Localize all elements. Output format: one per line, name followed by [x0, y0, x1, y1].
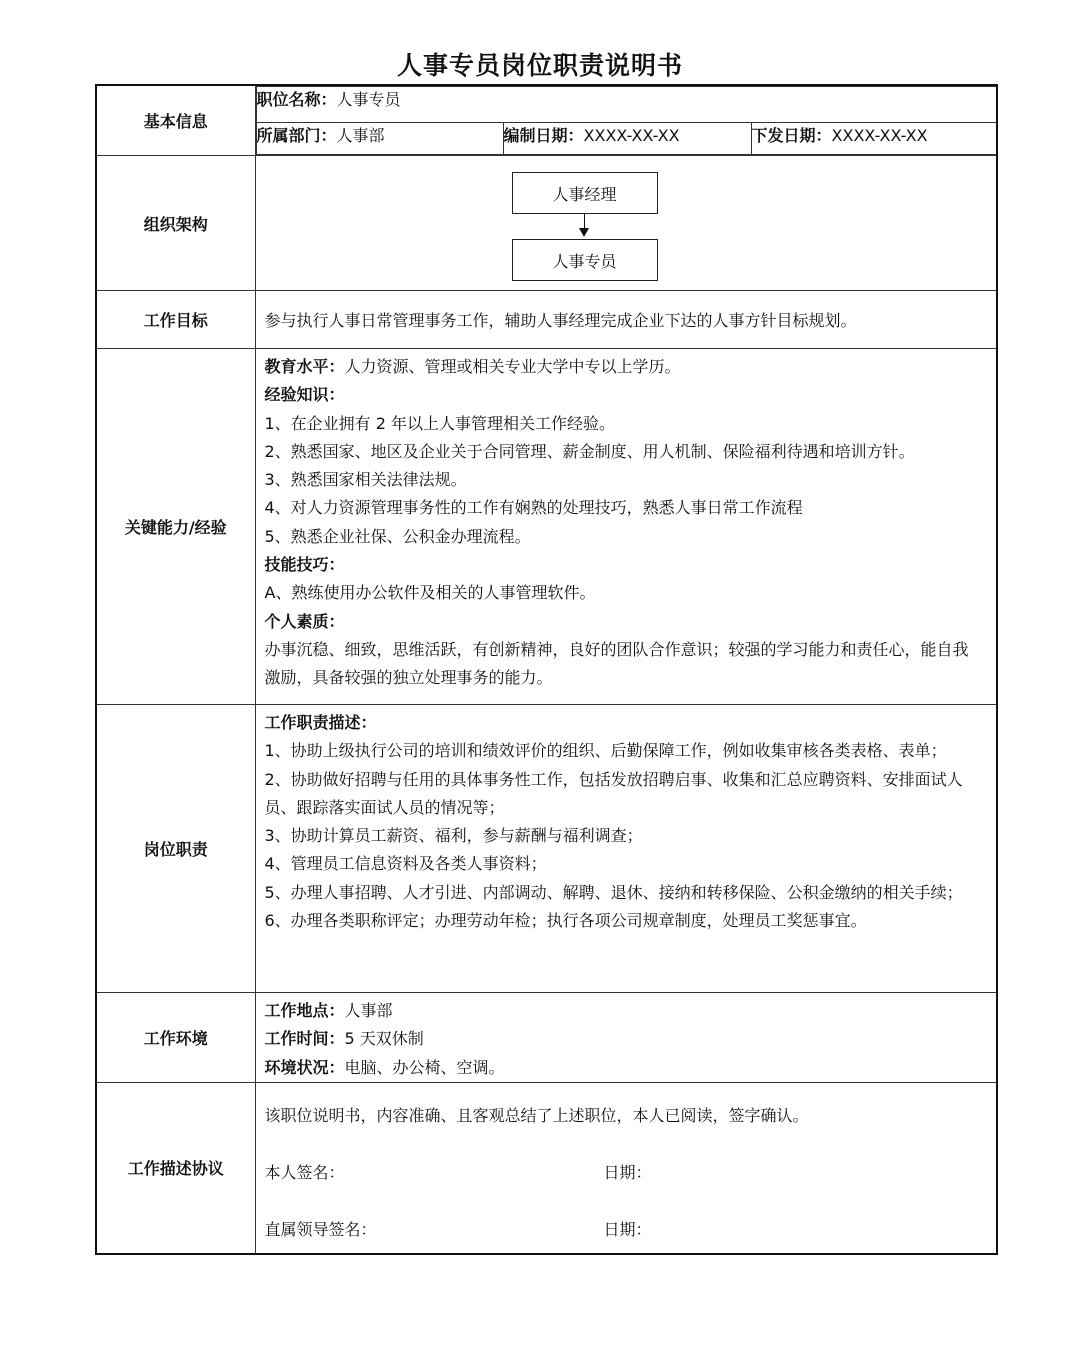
list-item: 1、协助上级执行公司的培训和绩效评价的组织、后勤保障工作，例如收集审核各类表格、表单； [264, 741, 947, 761]
experience-heading: 经验知识： [264, 385, 345, 405]
quality-heading: 个人素质： [264, 611, 345, 631]
duty-label: 岗位职责 [96, 705, 255, 993]
goal-row [96, 291, 997, 349]
list-item: 2、协助做好招聘与任用的具体事务性工作，包括发放招聘启事、收集和汇总应聘资料、安排面试人 [264, 769, 963, 789]
basic-info-cell [255, 85, 997, 156]
department-field: 所属部门：人事部 [256, 123, 503, 155]
agreement-statement: 该职位说明书，内容准确、且客观总结了上述职位，本人已阅读，签字确认。 [264, 1105, 809, 1125]
self-signature-label: 本人签名： [264, 1162, 345, 1182]
agreement-cell [255, 1082, 997, 1254]
ability-label: 关键能力/经验 [96, 349, 255, 705]
duty-heading: 工作职责描述： [264, 713, 377, 732]
work-time-line: 工作时间：5 天双休制 [264, 1029, 424, 1049]
self-signature-date-label: 日期： [603, 1162, 652, 1182]
document-title: 人事专员岗位职责说明书 [396, 51, 683, 80]
environment-row [96, 993, 997, 1083]
list-item: 2、熟悉国家、地区及企业关于合同管理、薪金制度、用人机制、保险福利待遇和培训方针。 [264, 441, 915, 461]
org-chart [256, 156, 997, 289]
list-item: A、熟练使用办公软件及相关的人事管理软件。 [264, 583, 596, 603]
agreement-label: 工作描述协议 [96, 1082, 255, 1254]
org-structure-row [96, 156, 997, 291]
prepared-date-field: 编制日期：XXXX-XX-XX [503, 123, 751, 155]
goal-cell [255, 291, 997, 349]
org-node-manager: 人事经理 [512, 172, 658, 214]
leader-signature-label: 直属领导签名： [264, 1219, 377, 1239]
issued-date-field: 下发日期：XXXX-XX-XX [751, 123, 996, 155]
ability-content [256, 349, 997, 693]
agreement-row [96, 1082, 997, 1254]
list-item: 4、管理员工信息资料及各类人事资料； [264, 854, 547, 874]
duty-content [256, 705, 997, 935]
skill-heading: 技能技巧： [264, 555, 345, 575]
quality-text-line: 激励，具备较强的独立处理事务的能力。 [264, 668, 553, 688]
duty-cell [255, 705, 997, 993]
position-name-field: 职位名称：人事专员 [256, 87, 996, 123]
org-node-specialist: 人事专员 [512, 239, 658, 281]
basic-info-subtable [256, 86, 997, 155]
job-description-table [95, 84, 998, 1255]
leader-signature-date-label: 日期： [603, 1219, 652, 1239]
list-item: 5、熟悉企业社保、公积金办理流程。 [264, 526, 531, 546]
education-line: 教育水平：人力资源、管理或相关专业大学中专以上学历。 [264, 357, 681, 376]
ability-cell [255, 349, 997, 705]
ability-row [96, 349, 997, 705]
list-item: 1、在企业拥有 2 年以上人事管理相关工作经验。 [264, 413, 616, 433]
list-item: 6、办理各类职称评定；办理劳动年检；执行各项公司规章制度，处理员工奖惩事宜。 [264, 911, 867, 931]
quality-text-line: 办事沉稳、细致，思维活跃，有创新精神，良好的团队合作意识；较强的学习能力和责任心，能自我 [264, 639, 969, 659]
list-item: 3、协助计算员工薪资、福利，参与薪酬与福利调查； [264, 826, 643, 846]
basic-info-row [96, 85, 997, 156]
environment-cell [255, 993, 997, 1083]
work-place-line: 工作地点：人事部 [264, 1001, 393, 1020]
arrow-down-icon [579, 228, 589, 237]
list-item: 员、跟踪落实面试人员的情况等； [264, 797, 505, 817]
list-item: 4、对人力资源管理事务性的工作有娴熟的处理技巧，熟悉人事日常工作流程 [264, 498, 803, 518]
environment-label: 工作环境 [96, 993, 255, 1083]
list-item: 5、办理人事招聘、人才引进、内部调动、解聘、退休、接纳和转移保险、公积金缴纳的相关手续； [264, 882, 963, 902]
environment-content [256, 993, 997, 1082]
goal-text: 参与执行人事日常管理事务工作，辅助人事经理完成企业下达的人事方针目标规划。 [264, 311, 857, 330]
basic-info-label: 基本信息 [96, 85, 255, 156]
signature-area [256, 1083, 997, 1253]
org-structure-label: 组织架构 [96, 156, 255, 291]
work-condition-line: 环境状况：电脑、办公椅、空调。 [264, 1057, 505, 1077]
list-item: 3、熟悉国家相关法律法规。 [264, 470, 467, 490]
org-chart-cell [255, 156, 997, 291]
goal-label: 工作目标 [96, 291, 255, 349]
duty-row [96, 705, 997, 993]
